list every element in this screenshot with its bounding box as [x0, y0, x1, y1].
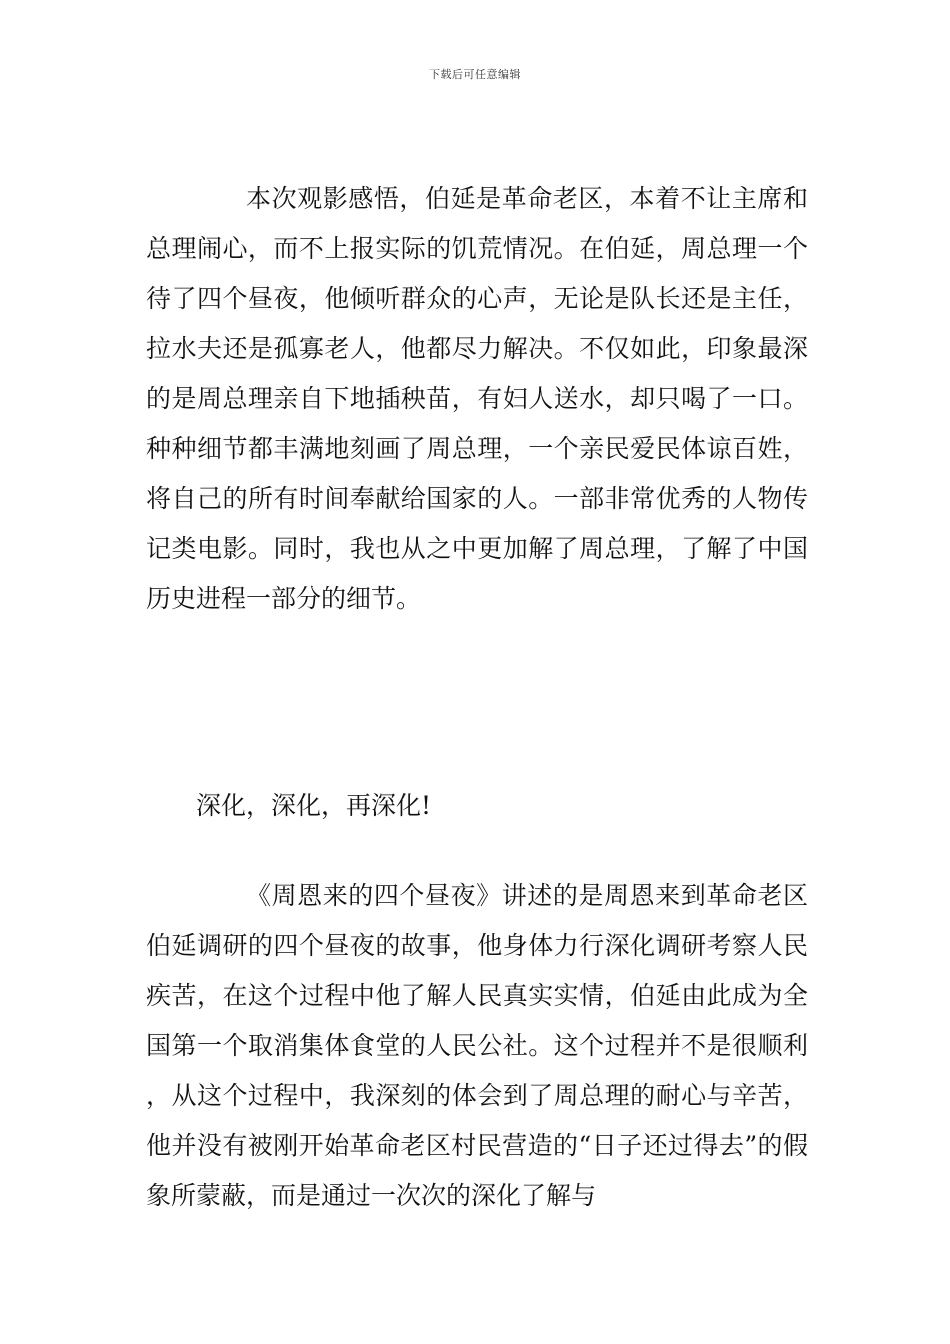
section-heading: 深化，深化，再深化!	[196, 791, 432, 820]
body-paragraph-1: 本次观影感悟，伯延是革命老区，本着不让主席和总理闹心，而不上报实际的饥荒情况。在伯延，周总理一个待了四个昼夜，他倾听群众的心声，无论是队长还是主任，拉水夫还是孤寡老人，他都尽力解决。不仅如此，印象最深的是周总理亲自下地插秧苗，有妇人送水，却只喝了一口。种种细节都丰满地刻画了周总理，一个亲民爱民体谅百姓，将自己的所有时间奉献给国家的人。一部非常优秀的人物传记类电影。同时，我也从之中更加解了周总理，了解了中国历史进程一部分的细节。	[146, 184, 808, 613]
page-header-note: 下载后可任意编辑	[429, 68, 521, 81]
body-paragraph-2: 《周恩来的四个昼夜》讲述的是周恩来到革命老区伯延调研的四个昼夜的故事，他身体力行深化调研考察人民疾苦，在这个过程中他了解人民真实实情，伯延由此成为全国第一个取消集体食堂的人民公社。这个过程并不是很顺利，从这个过程中，我深刻的体会到了周总理的耐心与辛苦，他并没有被刚开始革命老区村民营造的“日子还过得去”的假象所蒙蔽，而是通过一次次的深化了解与	[146, 881, 808, 1210]
